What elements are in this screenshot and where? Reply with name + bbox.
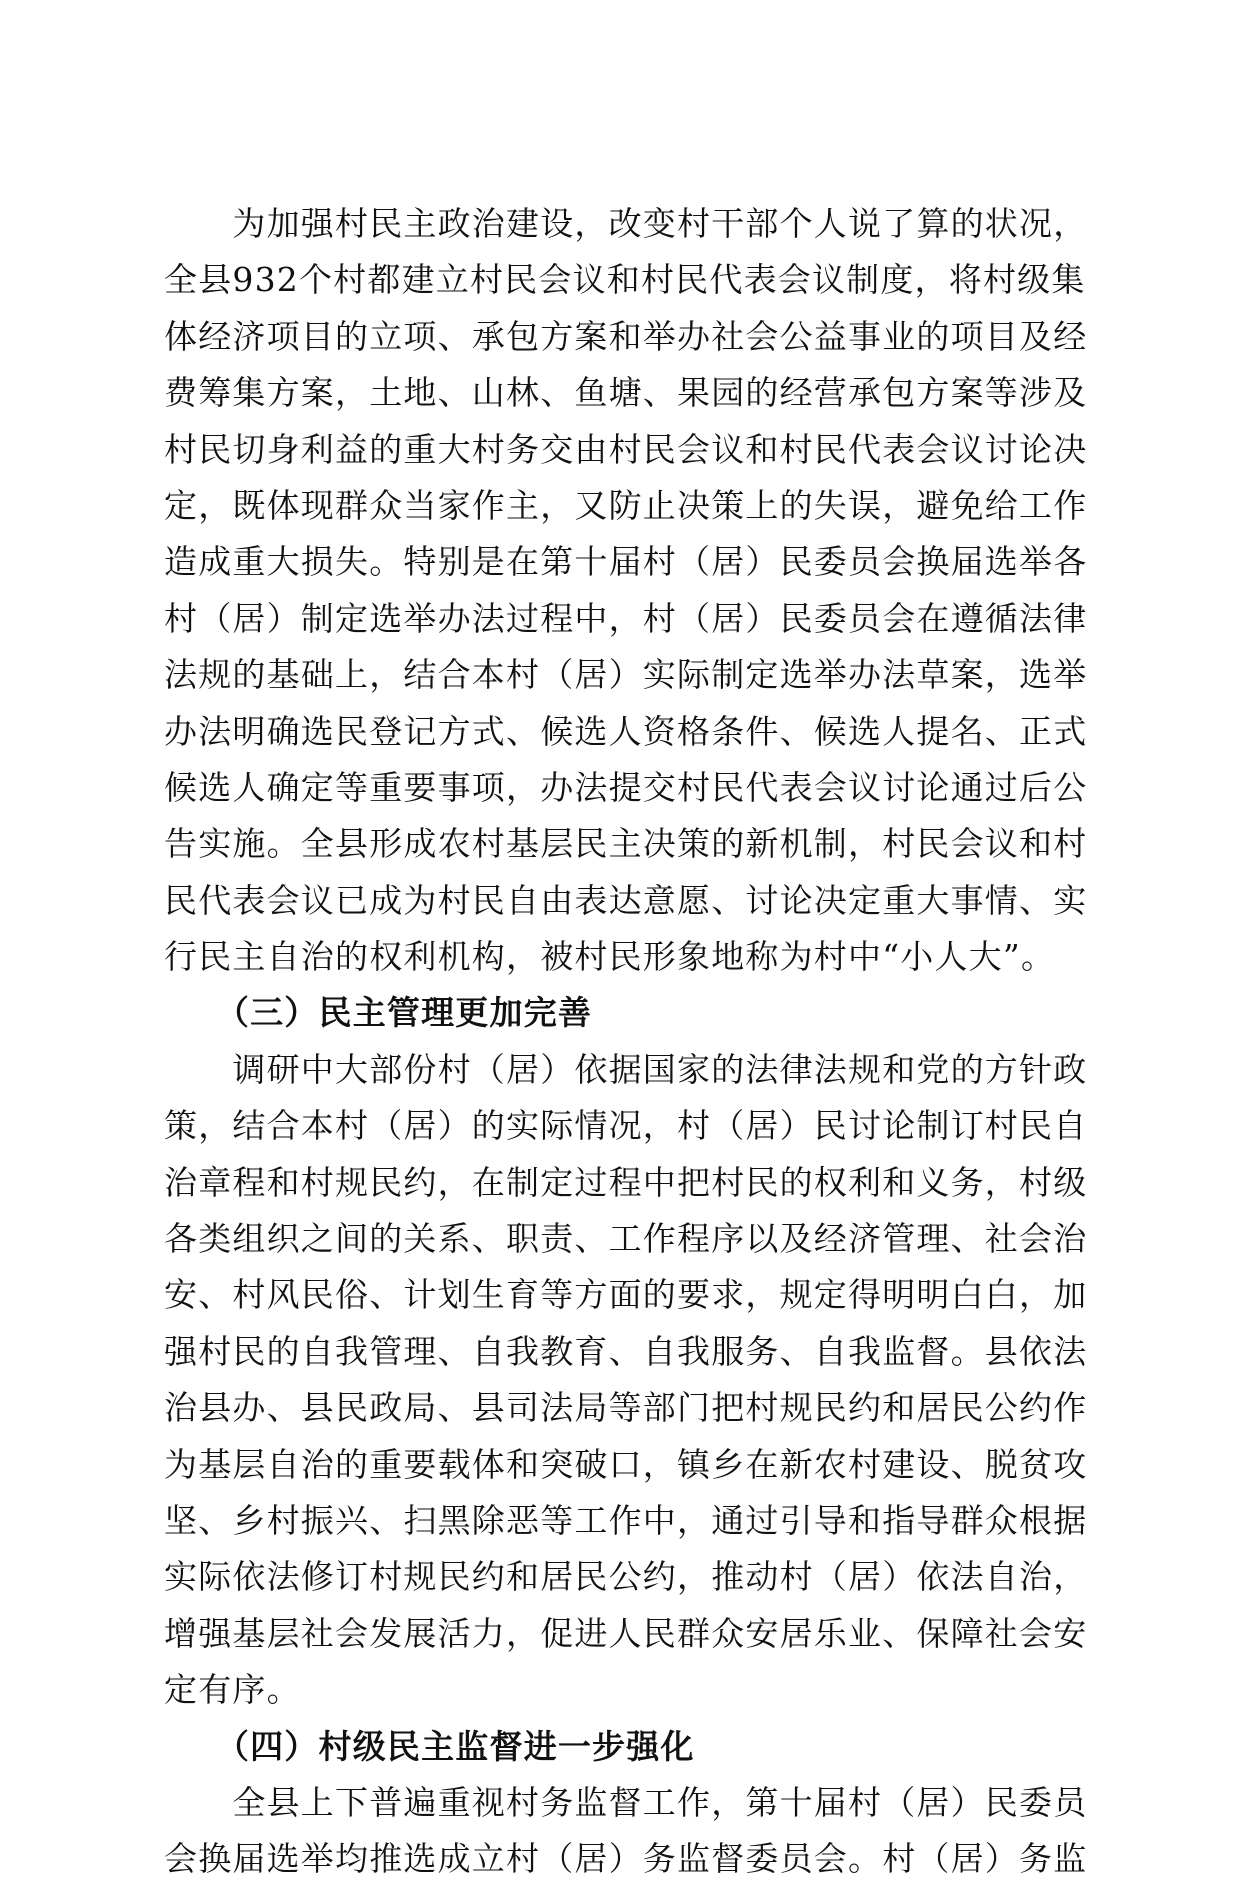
body-line: 治县办、县民政局、县司法局等部门把村规民约和居民公约作 — [164, 1388, 1088, 1428]
body-line: 行民主自治的权利机构，被村民形象地称为村中“小人大”。 — [164, 937, 1056, 977]
body-line: 增强基层社会发展活力，促进人民群众安居乐业、保障社会安 — [164, 1613, 1088, 1653]
body-line: 实际依法修订村规民约和居民公约，推动村（居）依法自治， — [164, 1557, 1088, 1597]
body-line: 候选人确定等重要事项，办法提交村民代表会议讨论通过后公 — [164, 767, 1088, 807]
body-line: 全县932个村都建立村民会议和村民代表会议制度，将村级集 — [164, 260, 1086, 300]
body-line: 办法明确选民登记方式、候选人资格条件、候选人提名、正式 — [164, 711, 1088, 751]
section-heading: （四）村级民主监督进一步强化 — [164, 1726, 695, 1766]
section-heading: （三）民主管理更加完善 — [164, 993, 593, 1033]
body-line: 定，既体现群众当家作主，又防止决策上的失误，避免给工作 — [164, 485, 1088, 525]
body-line: 治章程和村规民约，在制定过程中把村民的权利和义务，村级 — [164, 1162, 1088, 1202]
body-line: 民代表会议已成为村民自由表达意愿、讨论决定重大事情、实 — [164, 880, 1088, 920]
body-line: 安、村风民俗、计划生育等方面的要求，规定得明明白白，加 — [164, 1275, 1088, 1315]
body-line: 为加强村民主政治建设，改变村干部个人说了算的状况， — [164, 204, 1088, 243]
body-line: 费筹集方案，土地、山林、鱼塘、果园的经营承包方案等涉及 — [164, 373, 1088, 413]
body-line: 村民切身利益的重大村务交由村民会议和村民代表会议讨论决 — [164, 429, 1088, 469]
body-line: 策，结合本村（居）的实际情况，村（居）民讨论制订村民自 — [164, 1106, 1088, 1146]
body-line: 告实施。全县形成农村基层民主决策的新机制，村民会议和村 — [164, 824, 1088, 864]
body-line: 为基层自治的重要载体和突破口，镇乡在新农村建设、脱贫攻 — [164, 1444, 1088, 1484]
document-body — [164, 196, 1088, 1888]
body-line: 会换届选举均推选成立村（居）务监督委员会。村（居）务监 — [164, 1839, 1088, 1879]
body-line: 造成重大损失。特别是在第十届村（居）民委员会换届选举各 — [164, 542, 1088, 582]
body-line: 定有序。 — [164, 1670, 301, 1710]
body-line: 坚、乡村振兴、扫黑除恶等工作中，通过引导和指导群众根据 — [164, 1500, 1088, 1540]
body-line: 各类组织之间的关系、职责、工作程序以及经济管理、社会治 — [164, 1219, 1088, 1259]
body-line: 调研中大部份村（居）依据国家的法律法规和党的方针政 — [164, 1049, 1088, 1089]
body-line: 体经济项目的立项、承包方案和举办社会公益事业的项目及经 — [164, 316, 1088, 356]
body-line: 全县上下普遍重视村务监督工作，第十届村（居）民委员 — [164, 1782, 1088, 1822]
body-line: 村（居）制定选举办法过程中，村（居）民委员会在遵循法律 — [164, 598, 1088, 638]
body-line: 法规的基础上，结合本村（居）实际制定选举办法草案，选举 — [164, 655, 1088, 695]
body-line: 强村民的自我管理、自我教育、自我服务、自我监督。县依法 — [164, 1331, 1088, 1371]
